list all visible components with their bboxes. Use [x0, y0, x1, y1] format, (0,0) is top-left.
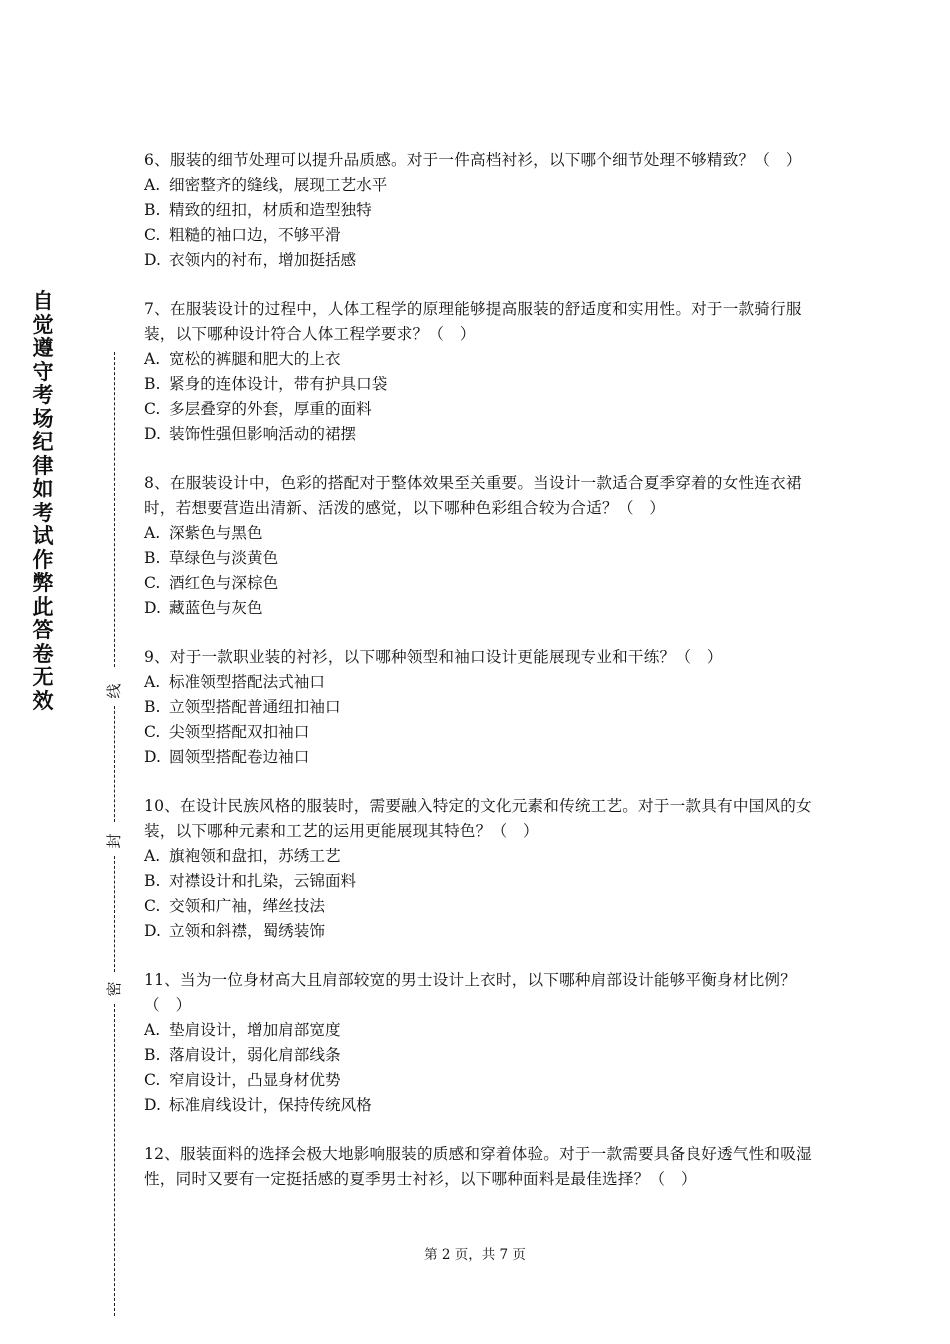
option-text: 交领和广袖，缂丝技法 [169, 897, 325, 915]
binding-mark-line: 线 [105, 681, 123, 701]
option-a [144, 670, 814, 695]
option-letter: A. [144, 673, 161, 691]
option-d [144, 248, 814, 273]
option-text: 粗糙的袖口边，不够平滑 [169, 226, 341, 244]
option-letter: A. [144, 524, 161, 542]
option-text: 衣领内的衬布，增加挺括感 [169, 251, 357, 269]
binding-line-segment [114, 352, 115, 667]
option-letter: A. [144, 847, 161, 865]
option-letter: D. [144, 425, 161, 443]
warning-char: 作 [32, 547, 54, 572]
question-11 [144, 968, 814, 1118]
option-a [144, 844, 814, 869]
option-letter: C. [144, 897, 161, 915]
question-text: 8、在服装设计中，色彩的搭配对于整体效果至关重要。当设计一款适合夏季穿着的女性连衣裙时，若想要营造出清新、活泼的感觉，以下哪种色彩组合较为合适？（ ） [144, 474, 802, 517]
binding-mark-secret: 密 [105, 979, 123, 999]
question-12 [144, 1142, 814, 1192]
option-letter: B. [144, 698, 161, 716]
option-c [144, 397, 814, 422]
option-text: 标准肩线设计，保持传统风格 [169, 1096, 372, 1114]
option-letter: A. [144, 176, 161, 194]
question-text: 9、对于一款职业装的衬衫，以下哪种领型和袖口设计更能展现专业和干练？（ ） [144, 648, 723, 666]
option-text: 宽松的裤腿和肥大的上衣 [169, 350, 341, 368]
option-d [144, 596, 814, 621]
option-text: 窄肩设计，凸显身材优势 [169, 1071, 341, 1089]
option-b [144, 198, 814, 223]
option-text: 细密整齐的缝线，展现工艺水平 [169, 176, 388, 194]
warning-char: 考 [32, 383, 54, 407]
binding-line-segment [114, 706, 115, 822]
question-10 [144, 794, 814, 944]
option-c [144, 720, 814, 745]
option-text: 落肩设计，弱化肩部线条 [169, 1046, 341, 1064]
question-text: 7、在服装设计的过程中，人体工程学的原理能够提高服装的舒适度和实用性。对于一款骑行服装，以下哪种设计符合人体工程学要求？（ ） [144, 300, 802, 343]
binding-line-segment [114, 856, 115, 972]
option-letter: B. [144, 201, 161, 219]
option-c [144, 1068, 814, 1093]
binding-mark-seal: 封 [105, 831, 123, 851]
warning-char: 遵 [32, 336, 54, 360]
option-letter: C. [144, 400, 161, 418]
option-text: 垫肩设计，增加肩部宽度 [169, 1021, 341, 1039]
option-text: 尖领型搭配双扣袖口 [169, 723, 310, 741]
warning-char: 守 [32, 359, 54, 384]
warning-char: 纪 [32, 430, 54, 454]
warning-char: 效 [32, 688, 54, 713]
question-text: 11、当为一位身材高大且肩部较宽的男士设计上衣时，以下哪种肩部设计能够平衡身材比例？（ ） [144, 971, 796, 1014]
question-9 [144, 645, 814, 770]
option-text: 深紫色与黑色 [169, 524, 263, 542]
option-b [144, 1043, 814, 1068]
option-letter: D. [144, 1096, 161, 1114]
option-text: 多层叠穿的外套，厚重的面料 [169, 400, 372, 418]
option-letter: D. [144, 748, 161, 766]
option-letter: A. [144, 1021, 161, 1039]
question-6 [144, 148, 814, 273]
option-text: 立领型搭配普通纽扣袖口 [169, 698, 341, 716]
option-text: 对襟设计和扎染，云锦面料 [169, 872, 357, 890]
option-text: 立领和斜襟，蜀绣装饰 [169, 922, 325, 940]
option-text: 酒红色与深棕色 [169, 574, 279, 592]
question-list [144, 148, 814, 1216]
warning-char: 此 [32, 594, 54, 619]
option-letter: A. [144, 350, 161, 368]
option-d [144, 1093, 814, 1118]
warning-char: 如 [32, 477, 54, 501]
warning-char: 弊 [32, 571, 54, 595]
option-letter: C. [144, 723, 161, 741]
warning-char: 律 [32, 453, 54, 478]
option-text: 草绿色与淡黄色 [169, 549, 279, 567]
option-d [144, 422, 814, 447]
warning-char: 考 [32, 500, 54, 525]
option-letter: C. [144, 574, 161, 592]
option-letter: B. [144, 1046, 161, 1064]
option-text: 藏蓝色与灰色 [169, 599, 263, 617]
question-text: 12、服装面料的选择会极大地影响服装的质感和穿着体验。对于一款需要具备良好透气性和吸湿性，同时又要有一定挺括感的夏季男士衬衫，以下哪种面料是最佳选择？（ ） [144, 1145, 812, 1188]
option-letter: B. [144, 375, 161, 393]
option-letter: D. [144, 251, 161, 269]
option-letter: D. [144, 599, 161, 617]
warning-char: 自 [32, 289, 54, 313]
warning-char: 试 [32, 524, 54, 548]
option-letter: D. [144, 922, 161, 940]
page-number-footer: 第 2 页，共 7 页 [424, 1247, 526, 1263]
option-d [144, 745, 814, 770]
warning-char: 答 [32, 618, 54, 642]
option-letter: C. [144, 1071, 161, 1089]
option-b [144, 695, 814, 720]
option-b [144, 372, 814, 397]
question-7 [144, 297, 814, 447]
option-letter: B. [144, 872, 161, 890]
option-a [144, 347, 814, 372]
option-c [144, 223, 814, 248]
question-text: 6、服装的细节处理可以提升品质感。对于一件高档衬衫，以下哪个细节处理不够精致？（ ） [144, 151, 802, 169]
option-text: 精致的纽扣，材质和造型独特 [169, 201, 372, 219]
exam-warning-vertical [30, 290, 56, 713]
option-b [144, 546, 814, 571]
question-text: 10、在设计民族风格的服装时，需要融入特定的文化元素和传统工艺。对于一款具有中国风的女装，以下哪种元素和工艺的运用更能展现其特色？（ ） [144, 797, 812, 840]
option-text: 标准领型搭配法式袖口 [169, 673, 325, 691]
option-d [144, 919, 814, 944]
binding-line-segment [114, 1004, 115, 1316]
option-letter: B. [144, 549, 161, 567]
option-text: 旗袍领和盘扣，苏绣工艺 [169, 847, 341, 865]
option-c [144, 894, 814, 919]
option-text: 紧身的连体设计，带有护具口袋 [169, 375, 388, 393]
option-letter: C. [144, 226, 161, 244]
question-8 [144, 471, 814, 621]
warning-char: 无 [32, 665, 54, 689]
warning-char: 场 [32, 406, 54, 431]
option-b [144, 869, 814, 894]
warning-char: 卷 [32, 641, 54, 666]
option-text: 装饰性强但影响活动的裙摆 [169, 425, 357, 443]
option-text: 圆领型搭配卷边袖口 [169, 748, 310, 766]
option-a [144, 521, 814, 546]
warning-char: 觉 [32, 312, 54, 337]
option-a [144, 173, 814, 198]
option-c [144, 571, 814, 596]
option-a [144, 1018, 814, 1043]
